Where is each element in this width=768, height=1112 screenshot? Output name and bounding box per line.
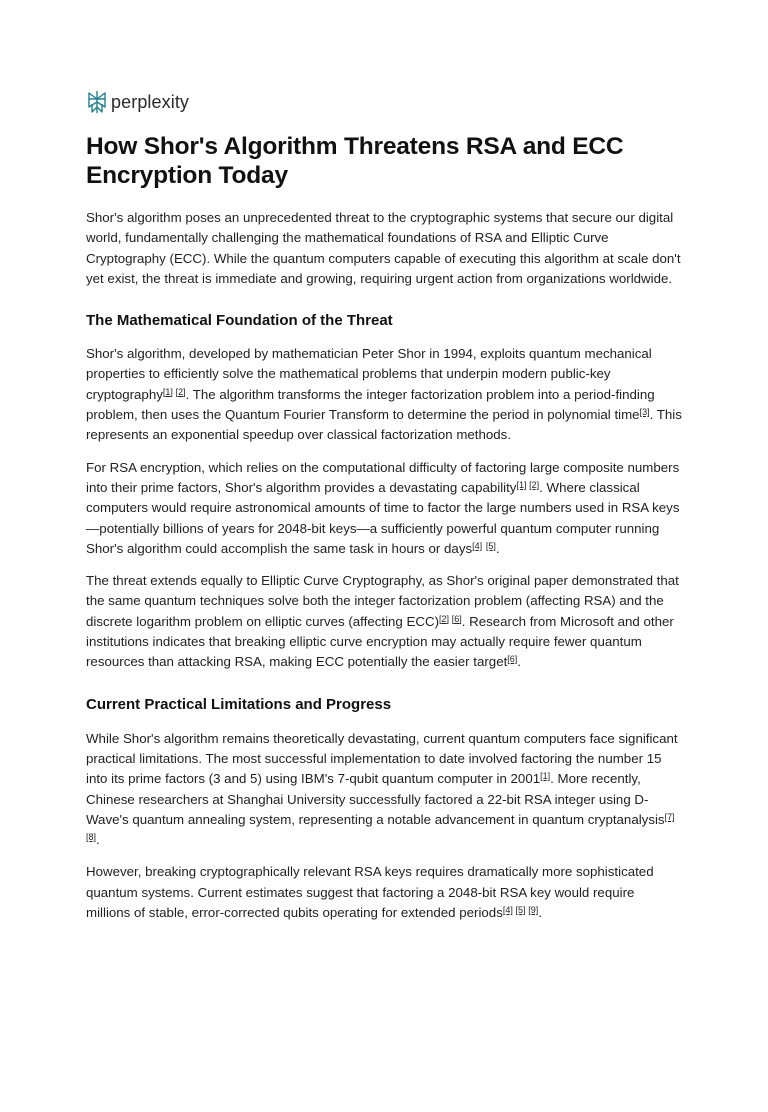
paragraph-text: . xyxy=(517,654,521,670)
paragraph-text: . xyxy=(538,905,542,921)
citation-link[interactable]: [1] xyxy=(162,386,173,397)
citation-link[interactable]: [6] xyxy=(451,613,462,624)
citation-link[interactable]: [8] xyxy=(86,832,97,843)
paragraph-text: . The algorithm transforms the integer factorization problem into a period-finding problem, then uses the Quantum Fourier Transform to determine the period in polynomial time xyxy=(86,386,655,423)
paragraph-foundation-3 xyxy=(86,571,682,672)
citation-link[interactable]: [1] xyxy=(516,479,527,490)
paragraph-text: . This represents an exponential speedup over classical factorization methods. xyxy=(86,407,682,443)
section-heading-foundation: The Mathematical Foundation of the Threat xyxy=(86,312,393,330)
paragraph-text: . Where classical computers would require astronomical amounts of time to factor the large numbers used in RSA keys—potentially billions of years for 2048-bit keys—a sufficiently powerful quantum computer running Shor's algorithm could accomplish the same task in hours or days xyxy=(86,479,680,556)
paragraph-text: The threat extends equally to Elliptic Curve Cryptography, as Shor's original paper demonstrated that the same quantum techniques solve both the integer factorization problem (affecting RSA) and the discrete logarithm problem on elliptic curves (affecting ECC) xyxy=(86,573,679,629)
document-page xyxy=(0,88,768,923)
paragraph-limitations-2 xyxy=(86,862,682,923)
citation-link[interactable]: [4] xyxy=(502,905,513,916)
paragraph-text: . Research from Microsoft and other institutions indicates that breaking elliptic curve encryption may actually require fewer quantum resources than attacking RSA, making ECC potentially the easier target xyxy=(86,613,674,670)
brand-logo[interactable] xyxy=(86,88,682,116)
citation-link[interactable]: [3] xyxy=(639,407,650,418)
paragraph-foundation-1 xyxy=(86,344,682,445)
citation-link[interactable]: [2] xyxy=(175,386,186,397)
paragraph-text: Shor's algorithm, developed by mathematician Peter Shor in 1994, exploits quantum mechanical properties to efficiently solve the mathematical problems that underpin modern public-key cryptography xyxy=(86,346,652,402)
paragraph-limitations-1 xyxy=(86,729,682,851)
citation-link[interactable]: [2] xyxy=(529,479,540,490)
article-title: How Shor's Algorithm Threatens RSA and ECC Encryption Today xyxy=(86,133,624,189)
citation-link[interactable]: [4] xyxy=(472,540,483,551)
citation-link[interactable]: [1] xyxy=(540,771,551,782)
citation-link[interactable]: [5] xyxy=(515,905,526,916)
paragraph-text: While Shor's algorithm remains theoretically devastating, current quantum computers face significant practical limitations. The most successful implementation to date involved factoring the number 15 into its prime factors (3 and 5) using IBM's 7-qubit quantum computer in 2001 xyxy=(86,730,678,787)
citation-link[interactable]: [6] xyxy=(507,654,518,665)
citation-link[interactable]: [7] xyxy=(664,811,675,822)
paragraph-text: . xyxy=(96,832,100,848)
paragraph-text: . xyxy=(495,540,500,556)
paragraph-text: . More recently, Chinese researchers at Shanghai University successfully factored a 22-bit RSA integer using D-Wave's quantum annealing system, representing a notable advancement in quantum cryptanalysis xyxy=(86,771,665,827)
citation-link[interactable]: [5] xyxy=(485,540,496,551)
section-heading-limitations: Current Practical Limitations and Progress xyxy=(86,695,392,713)
citation-link[interactable]: [2] xyxy=(439,613,450,624)
citation-link[interactable]: [9] xyxy=(528,905,539,916)
brand-name: perplexity xyxy=(111,91,190,112)
paragraph-text: However, breaking cryptographically relevant RSA keys requires dramatically more sophisticated quantum systems. Current estimates suggest that factoring a 2048-bit RSA key would require millions of stable, error-corrected qubits operating for extended periods xyxy=(86,864,654,921)
paragraph-text: For RSA encryption, which relies on the computational difficulty of factoring large composite numbers into their prime factors, Shor's algorithm provides a devastating capability xyxy=(86,459,680,495)
intro-paragraph: Shor's algorithm poses an unprecedented threat to the cryptographic systems that secure our digital world, fundamentally challenging the mathematical foundations of RSA and Elliptic Curve Cryptography (ECC). While the quantum computers capable of executing this algorithm at scale don't yet exist, the threat is immediate and growing, requiring urgent action from organizations worldwide. xyxy=(86,210,681,286)
paragraph-foundation-2 xyxy=(86,458,682,559)
perplexity-logo-icon xyxy=(86,90,108,114)
